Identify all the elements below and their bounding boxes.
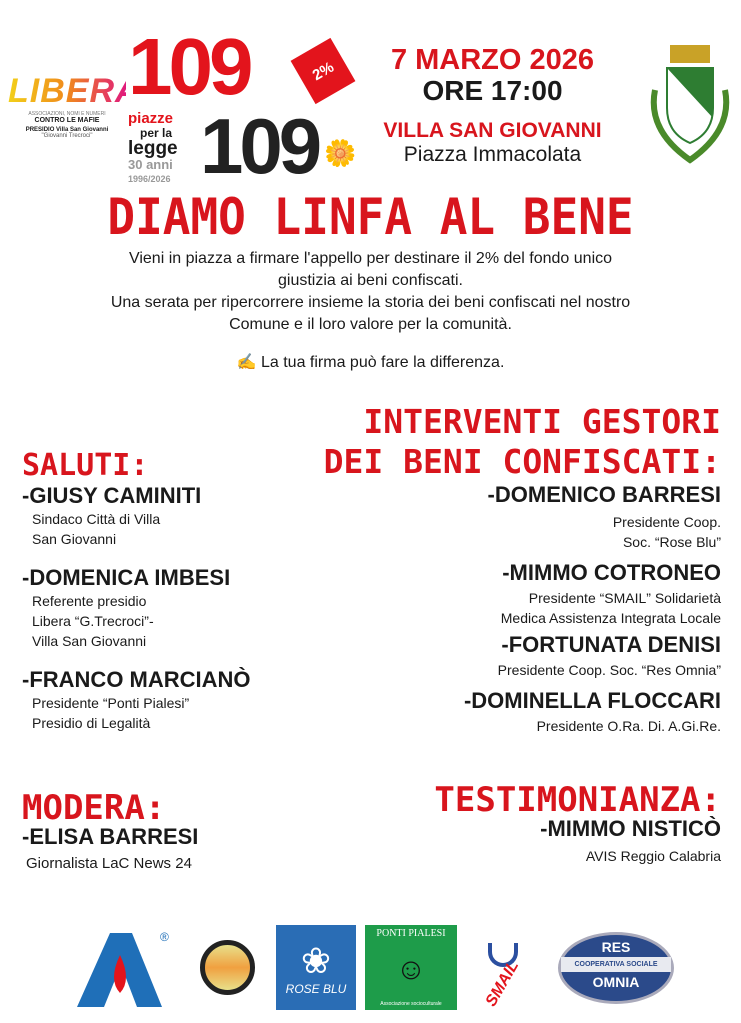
svg-text:®: ®	[160, 930, 169, 944]
saluti-section: SALUTI: -GIUSY CAMINITI Sindaco Città di Villa San Giovanni -DOMENICA IMBESI Referente presidio Libera “G.Trecroci”- Villa San Giovanni -FRANCO MARCIANÒ Presidente “Ponti Pialesi” Presidio di Legalità	[22, 448, 251, 731]
intro-text: Vieni in piazza a firmare l'appello per destinare il 2% del fondo unico giustizia ai beni confiscati. Una serata per ripercorrere insieme la storia dei beni confiscati nel nostro Comune e il loro valore per la comunità. ✍ La tua firma può fare la differenza.	[110, 250, 631, 371]
bag-tag-2-percent: 2%	[291, 38, 356, 104]
main-title: DIAMO LINFA AL BENE	[107, 188, 634, 246]
logo-tagline: piazze per la legge 30 anni 1996/2026	[128, 110, 178, 184]
event-logo-109	[128, 22, 358, 190]
logo-number-black: 109	[200, 102, 319, 190]
logo-number-red: 109	[128, 22, 250, 111]
rose-blu-logo: ❀ ROSE BLU	[276, 925, 356, 1010]
municipal-crest-icon	[645, 40, 735, 165]
testimonianza-section: TESTIMONIANZA: -MIMMO NISTICÒ AVIS Reggio Calabria	[434, 780, 721, 864]
event-date: 7 MARZO 2026	[390, 44, 595, 76]
event-info	[365, 44, 620, 167]
rose-icon: ❀	[300, 939, 332, 981]
res-omnia-logo: RES COOPERATIVA SOCIALE OMNIA	[556, 925, 676, 1010]
flower-icon: 🌼	[324, 138, 357, 168]
avis-logo	[72, 925, 172, 1010]
ponti-pialesi-logo: PONTI PIALESI ☺ Associazione socioculturale	[365, 925, 457, 1010]
alarm-clock-icon	[200, 940, 255, 995]
interventi-section: INTERVENTI GESTORI DEI BENI CONFISCATI: -DOMENICO BARRESI Presidente Coop. Soc. “Rose Blu” -MIMMO COTRONEO Presidente “SMAIL” Solidarietà Medica Assistenza Integrata Locale -FORTUNATA DENISI Presidente Coop. Soc. “Res Omnia” -DOMINELLA FLOCCARI Presidente O.Ra. Di. A.Gi.Re.	[323, 402, 721, 734]
modera-section: MODERA: -ELISA BARRESI Giornalista LaC News 24	[22, 788, 199, 872]
ora-di-legalita-logo	[190, 925, 265, 1010]
event-time: ORE 17:00	[422, 75, 563, 106]
face-sketch-icon: ☺	[395, 953, 427, 986]
libera-logo: LIBERA ASSOCIAZIONI, NOMI E NUMERI CONTRO LE MAFIE PRESIDIO Villa San Giovanni "Giovanni Trecroci"	[8, 72, 141, 139]
writing-hand-icon: ✍	[236, 354, 257, 371]
smail-logo: SMAIL	[472, 925, 534, 1010]
event-city: VILLA SAN GIOVANNI	[383, 119, 602, 142]
event-place: Piazza Immacolata	[403, 143, 582, 166]
